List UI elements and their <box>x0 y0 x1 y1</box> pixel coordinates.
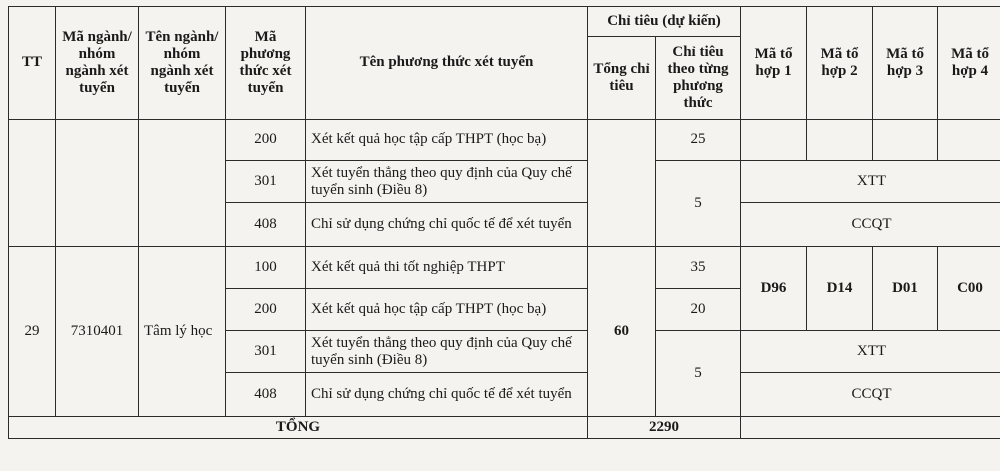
total-label: TỔNG <box>9 417 588 439</box>
cell-method-code: 301 <box>226 331 306 373</box>
header-chi-tieu-tung-pt: Chỉ tiêu theo từng phương thức <box>656 37 741 120</box>
cell-tt-empty <box>9 120 56 247</box>
header-tt: TT <box>9 7 56 120</box>
cell-method-name: Xét kết quả học tập cấp THPT (học bạ) <box>306 289 588 331</box>
cell-method-code: 100 <box>226 247 306 289</box>
cell-method-name: Xét kết quả thi tốt nghiệp THPT <box>306 247 588 289</box>
header-row-1 <box>9 7 1000 37</box>
cell-combo-empty-2 <box>807 120 873 161</box>
total-value: 2290 <box>588 417 741 439</box>
total-empty <box>741 417 1000 439</box>
cell-ma-nganh: 7310401 <box>56 247 139 417</box>
header-ma-phuong-thuc: Mã phương thức xét tuyển <box>226 7 306 120</box>
header-to-hop-3: Mã tổ hợp 3 <box>873 7 938 120</box>
cell-quota: 20 <box>656 289 741 331</box>
total-row <box>9 417 1000 439</box>
cell-combo-xtt: XTT <box>741 161 1000 203</box>
admission-table <box>8 6 1000 439</box>
cell-tt: 29 <box>9 247 56 417</box>
cell-combo-empty-4 <box>938 120 1000 161</box>
cell-ten-nganh: Tâm lý học <box>139 247 226 417</box>
cell-method-name: Xét tuyển thẳng theo quy định của Quy chế tuyển sinh (Điều 8) <box>306 331 588 373</box>
cell-combo-empty-3 <box>873 120 938 161</box>
cell-method-name: Chỉ sử dụng chứng chỉ quốc tế để xét tuyển <box>306 203 588 247</box>
header-chi-tieu: Chỉ tiêu (dự kiến) <box>588 7 741 37</box>
header-tong-chi-tieu: Tổng chỉ tiêu <box>588 37 656 120</box>
cell-method-name: Chỉ sử dụng chứng chỉ quốc tế để xét tuyển <box>306 373 588 417</box>
cell-combo-2: D14 <box>807 247 873 331</box>
cell-combo-empty-1 <box>741 120 807 161</box>
cell-method-code: 200 <box>226 289 306 331</box>
header-ten-nganh: Tên ngành/ nhóm ngành xét tuyển <box>139 7 226 120</box>
cell-ma-nganh-empty <box>56 120 139 247</box>
cell-tong: 60 <box>588 247 656 417</box>
cell-method-code: 200 <box>226 120 306 161</box>
cell-combo-xtt: XTT <box>741 331 1000 373</box>
header-to-hop-4: Mã tổ hợp 4 <box>938 7 1000 120</box>
cell-quota: 35 <box>656 247 741 289</box>
cell-combo-1: D96 <box>741 247 807 331</box>
cell-method-code: 408 <box>226 373 306 417</box>
cell-method-name: Xét tuyển thẳng theo quy định của Quy chế tuyển sinh (Điều 8) <box>306 161 588 203</box>
cell-tong-empty <box>588 120 656 247</box>
cell-quota: 5 <box>656 331 741 417</box>
table-row <box>9 247 1000 289</box>
cell-quota: 5 <box>656 161 741 247</box>
cell-method-code: 408 <box>226 203 306 247</box>
cell-combo-ccqt: CCQT <box>741 203 1000 247</box>
header-ma-nganh: Mã ngành/ nhóm ngành xét tuyển <box>56 7 139 120</box>
header-to-hop-2: Mã tổ hợp 2 <box>807 7 873 120</box>
cell-method-name: Xét kết quả học tập cấp THPT (học bạ) <box>306 120 588 161</box>
cell-quota: 25 <box>656 120 741 161</box>
cell-method-code: 301 <box>226 161 306 203</box>
cell-combo-4: C00 <box>938 247 1000 331</box>
header-to-hop-1: Mã tổ hợp 1 <box>741 7 807 120</box>
cell-combo-ccqt: CCQT <box>741 373 1000 417</box>
cell-ten-nganh-empty <box>139 120 226 247</box>
cell-combo-3: D01 <box>873 247 938 331</box>
header-ten-phuong-thuc: Tên phương thức xét tuyển <box>306 7 588 120</box>
table-row <box>9 120 1000 161</box>
